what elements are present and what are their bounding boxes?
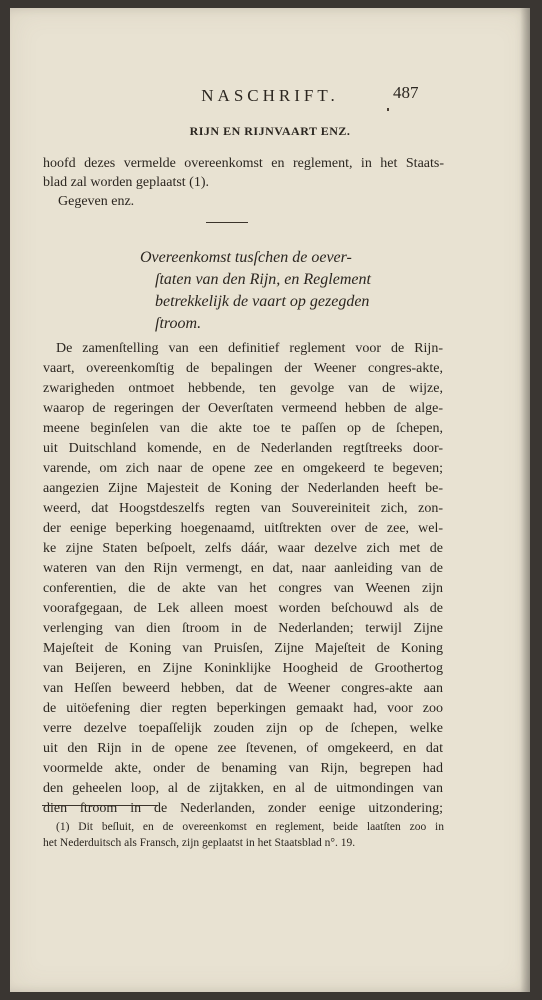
body-line: van Heſſen beweerd hebben, dat de Weener congres-akte aan (43, 681, 443, 696)
intro-line: Gegeven enz. (58, 194, 135, 209)
body-line: voorafgegaan, de Lek alleen moest worden beſchouwd als de (43, 601, 443, 616)
body-line: De zamenſtelling van een definitief reglement voor de Rijn- (56, 341, 443, 356)
body-line: verre dezelve toepaſſelijk zouden zijn op de ſchepen, welke (43, 721, 443, 736)
body-line: conferentien, die de akte van het congres van Weenen zijn (43, 581, 443, 596)
running-header (10, 83, 530, 110)
body-line: den geheelen loop, al de zijtakken, en al de uitmondingen van (43, 781, 443, 796)
document-title-line: ſtroom. (155, 315, 202, 332)
document-title-line: ſtaten van den Rijn, en Reglement (155, 271, 371, 288)
body-line: Majeſteit de Koning van Pruisſen, Zijne Majeſteit de Koning (43, 641, 443, 656)
body-line: de uitöefening dier regten beperkingen gemaakt had, voor zoo (43, 701, 443, 716)
book-page (10, 8, 530, 992)
body-line: van Beijeren, en Zijne Koninklijke Hoogheid de Groothertog (43, 661, 443, 676)
header-title: NASCHRIFT. (201, 86, 339, 105)
page-spine-shadow (520, 8, 530, 992)
body-line: weerd, dat Hoogstdeszelfs regten van Souvereiniteit zich, zon- (43, 501, 443, 516)
body-line: ke zijne Staten beſpoelt, zelfs dáár, waar dezelve zich met de (43, 541, 443, 556)
footnote-rule (42, 805, 158, 806)
body-line: varende, om zich naar de opene zee en omgekeerd te begeven; (43, 461, 443, 476)
body-line: uit Duitschland komende, en de Nederlanden regtſtreeks door- (43, 441, 443, 456)
footnote-line: het Nederduitsch als Fransch, zijn geplaatst in het Staatsblad n°. 19. (43, 837, 356, 849)
body-line: uit den Rijn in de opene zee ſtevenen, of omgekeerd, en dat (43, 741, 443, 756)
footnote-line: (1) Dit beſluit, en de overeenkomst en reglement, beide laatſten zoo in (56, 821, 444, 833)
ink-fleck (387, 108, 389, 111)
body-line: verlenging van dien ſtroom in de Nederlanden; terwijl Zijne (43, 621, 443, 636)
body-line: aangezien Zijne Majesteit de Koning der Nederlanden heeft be- (43, 481, 443, 496)
body-line: meene beginſelen van die akte toe te paſſen op de ſchepen, (43, 421, 443, 436)
body-line: dien ſtroom in de Nederlanden, zonder eenige uitzondering; (43, 801, 443, 816)
intro-line: blad zal worden geplaatst (1). (43, 175, 209, 190)
body-line: vaart, overeenkomſtig de bepalingen der Weener congres-akte, (43, 361, 443, 376)
intro-line: hoofd dezes vermelde overeenkomst en reglement, in het Staats- (43, 156, 444, 171)
document-title-line: Overeenkomst tusſchen de oever- (140, 249, 352, 266)
body-line: wateren van den Rijn vermengt, en dat, naar aanleiding van de (43, 561, 443, 576)
page-number: 487 (393, 83, 419, 102)
body-line: waarop de regeringen der Oeverſtaten vermeend hebben de alge- (43, 401, 443, 416)
body-line: der eenige beperking hoegenaamd, uitſtrekten over de zee, wel- (43, 521, 443, 536)
section-title: RIJN EN RIJNVAART ENZ. (189, 124, 351, 138)
body-line: zwarigheden ontmoet hebbende, ten gevolge van de wijze, (43, 381, 443, 396)
section-divider (206, 222, 248, 223)
document-title-line: betrekkelijk de vaart op gezegden (155, 293, 370, 310)
body-line: voormelde akte, onder de benaming van Rijn, begrepen had (43, 761, 443, 776)
